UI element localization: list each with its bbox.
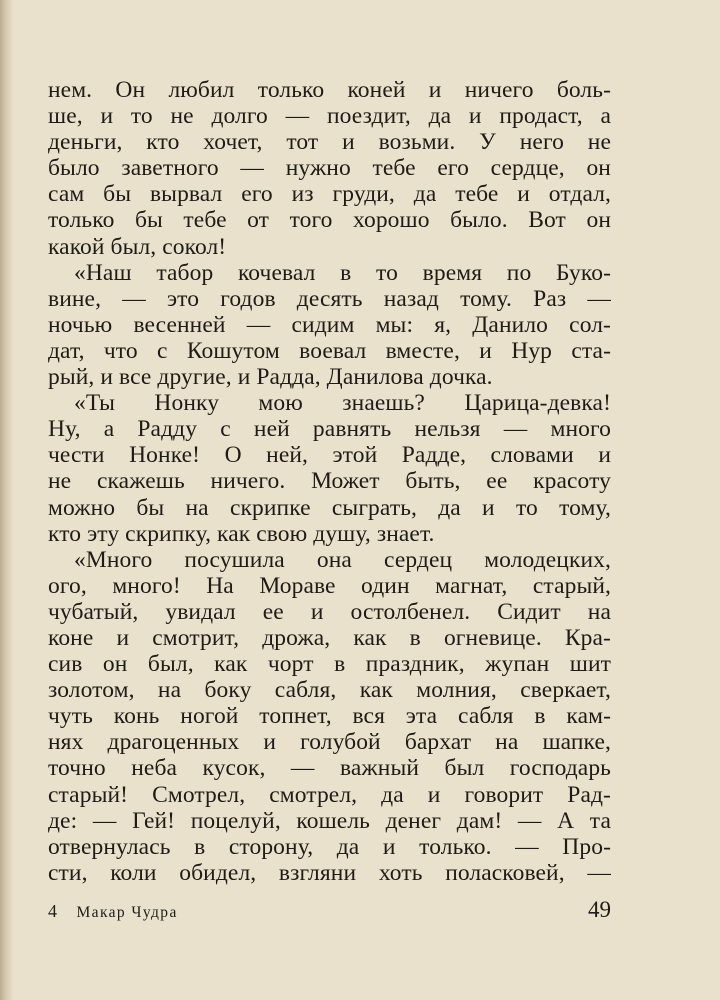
text-line: ше, и то не долго — поездит, да и продаст, а [48,103,611,130]
paragraph-first-line: «Ты Нонку мою знаешь? Царица-девка! [74,390,611,417]
signature-number: 4 [48,901,58,921]
text-line: дат, что с Кошутом воевал вместе, и Нур ста- [48,337,611,364]
text-line: отвернулась в сторону, да и только. — Про- [48,833,611,860]
text-line: золотом, на боку сабля, как молния, сверкает, [48,677,611,704]
page-footer [48,897,611,927]
text-line: ночью весенней — сидим мы: я, Данило сол- [48,311,611,338]
text-line: нях драгоценных и голубой бархат на шапке, [48,729,611,756]
text-line: чести Нонке! О ней, этой Радде, словами и [48,442,611,469]
text-line: какой был, сокол! [48,233,227,260]
signature-title: Макар Чудра [76,904,178,921]
body-text [48,77,611,886]
text-line: рый, и все другие, и Радда, Данилова дочка. [48,364,493,391]
text-line: точно неба кусок, — важный был господарь [48,755,611,782]
text-line: сам бы вырвал его из груди, да тебе и отдал, [48,181,611,208]
text-line: чуть конь ногой топнет, вся эта сабля в кам- [48,703,611,730]
text-line: было заветного — нужно тебе его сердце, он [48,155,611,182]
text-line: можно бы на скрипке сыграть, да и то тому, [48,494,611,521]
page-number: 49 [588,897,611,922]
paragraph-first-line: «Много посушила она сердец молодецких, [74,546,611,573]
text-line: сти, коли обидел, взгляни хоть поласковей, — [48,859,611,886]
text-line: Ну, а Радду с ней равнять нельзя — много [48,416,611,443]
text-line: нем. Он любил только коней и ничего боль- [48,77,611,103]
page-edge-shadow [0,0,14,1000]
text-line: чубатый, увидал ее и остолбенел. Сидит на [48,598,611,625]
text-line: ого, много! На Мораве один магнат, старый, [48,572,611,599]
text-line: только бы тебе от того хорошо было. Вот он [48,207,611,234]
text-line: де: — Гей! поцелуй, кошель денег дам! — А та [48,807,611,834]
text-line: кто эту скрипку, как свою душу, знает. [48,520,435,547]
text-line: деньги, кто хочет, тот и возьми. У него не [48,129,611,156]
paragraph-first-line: «Наш табор кочевал в то время по Буко- [74,259,611,286]
signature-mark [48,901,178,922]
text-line: старый! Смотрел, смотрел, да и говорит Рад- [48,781,611,808]
text-line: коне и смотрит, дрожа, как в огневице. Кра- [48,624,611,651]
text-line: вине, — это годов десять назад тому. Раз — [48,285,611,312]
text-line: не скажешь ничего. Может быть, ее красоту [48,468,611,495]
text-line: сив он был, как чорт в праздник, жупан шит [48,651,611,678]
